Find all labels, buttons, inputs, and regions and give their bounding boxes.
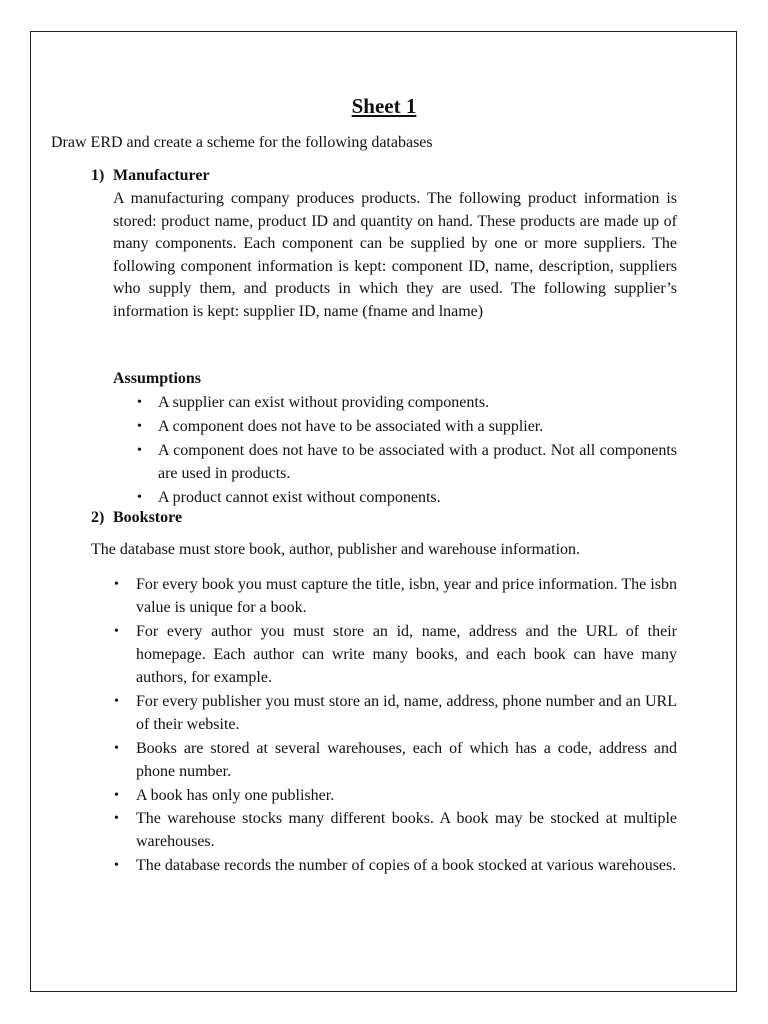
list-item: • The warehouse stocks many different books. A book may be stocked at multiple warehouses. (113, 807, 677, 853)
section-1-number: 1) (91, 167, 105, 184)
bookstore-list (113, 573, 677, 877)
assumptions-list (135, 391, 677, 509)
section-2-number: 2) (91, 509, 105, 526)
list-item: • For every publisher you must store an id, name, address, phone number and an URL of their website. (113, 690, 677, 736)
list-item: • A book has only one publisher. (113, 784, 677, 807)
sheet-title: Sheet 1 (351, 94, 417, 118)
bullet-icon: • (137, 443, 142, 458)
list-item: • A component does not have to be associated with a supplier. (135, 415, 677, 438)
assumptions-heading: Assumptions (113, 370, 202, 387)
section-2-heading (91, 507, 182, 529)
section-1-title: Manufacturer (113, 167, 210, 184)
section-2-paragraph: The database must store book, author, publisher and warehouse information. (91, 541, 581, 558)
bullet-icon: • (114, 741, 119, 756)
bullet-icon: • (114, 694, 119, 709)
bullet-icon: • (114, 811, 119, 826)
bullet-icon: • (137, 490, 142, 505)
bullet-icon: • (137, 419, 142, 434)
list-item: • The database records the number of copies of a book stocked at various warehouses. (113, 854, 677, 877)
bullet-icon: • (114, 858, 119, 873)
list-item: • For every author you must store an id, name, address and the URL of their homepage. Each author can write many books, and each book can have many authors, for example. (113, 620, 677, 689)
section-2-title: Bookstore (113, 509, 183, 526)
list-item: • A supplier can exist without providing components. (135, 391, 677, 414)
list-item: • A component does not have to be associated with a product. Not all components are used in products. (135, 439, 677, 485)
list-item: • For every book you must capture the title, isbn, year and price information. The isbn value is unique for a book. (113, 573, 677, 619)
list-item: • Books are stored at several warehouses, each of which has a code, address and phone number. (113, 737, 677, 783)
intro-text: Draw ERD and create a scheme for the following databases (51, 134, 433, 151)
bullet-icon: • (137, 395, 142, 410)
list-item: • A product cannot exist without components. (135, 486, 677, 509)
section-1-heading (91, 165, 210, 187)
section-1-paragraph: A manufacturing company produces products. The following product information is stored: product name, product ID and quantity on hand. These products are made up of many components. Each component can be supplied by one or more suppliers. The following component information is kept: component ID, name, description, suppliers who supply them, and products in which they are used. The following supplier’s information is kept: supplier ID, name (fname and lname) (113, 190, 677, 320)
bullet-icon: • (114, 788, 119, 803)
bullet-icon: • (114, 577, 119, 592)
bullet-icon: • (114, 624, 119, 639)
